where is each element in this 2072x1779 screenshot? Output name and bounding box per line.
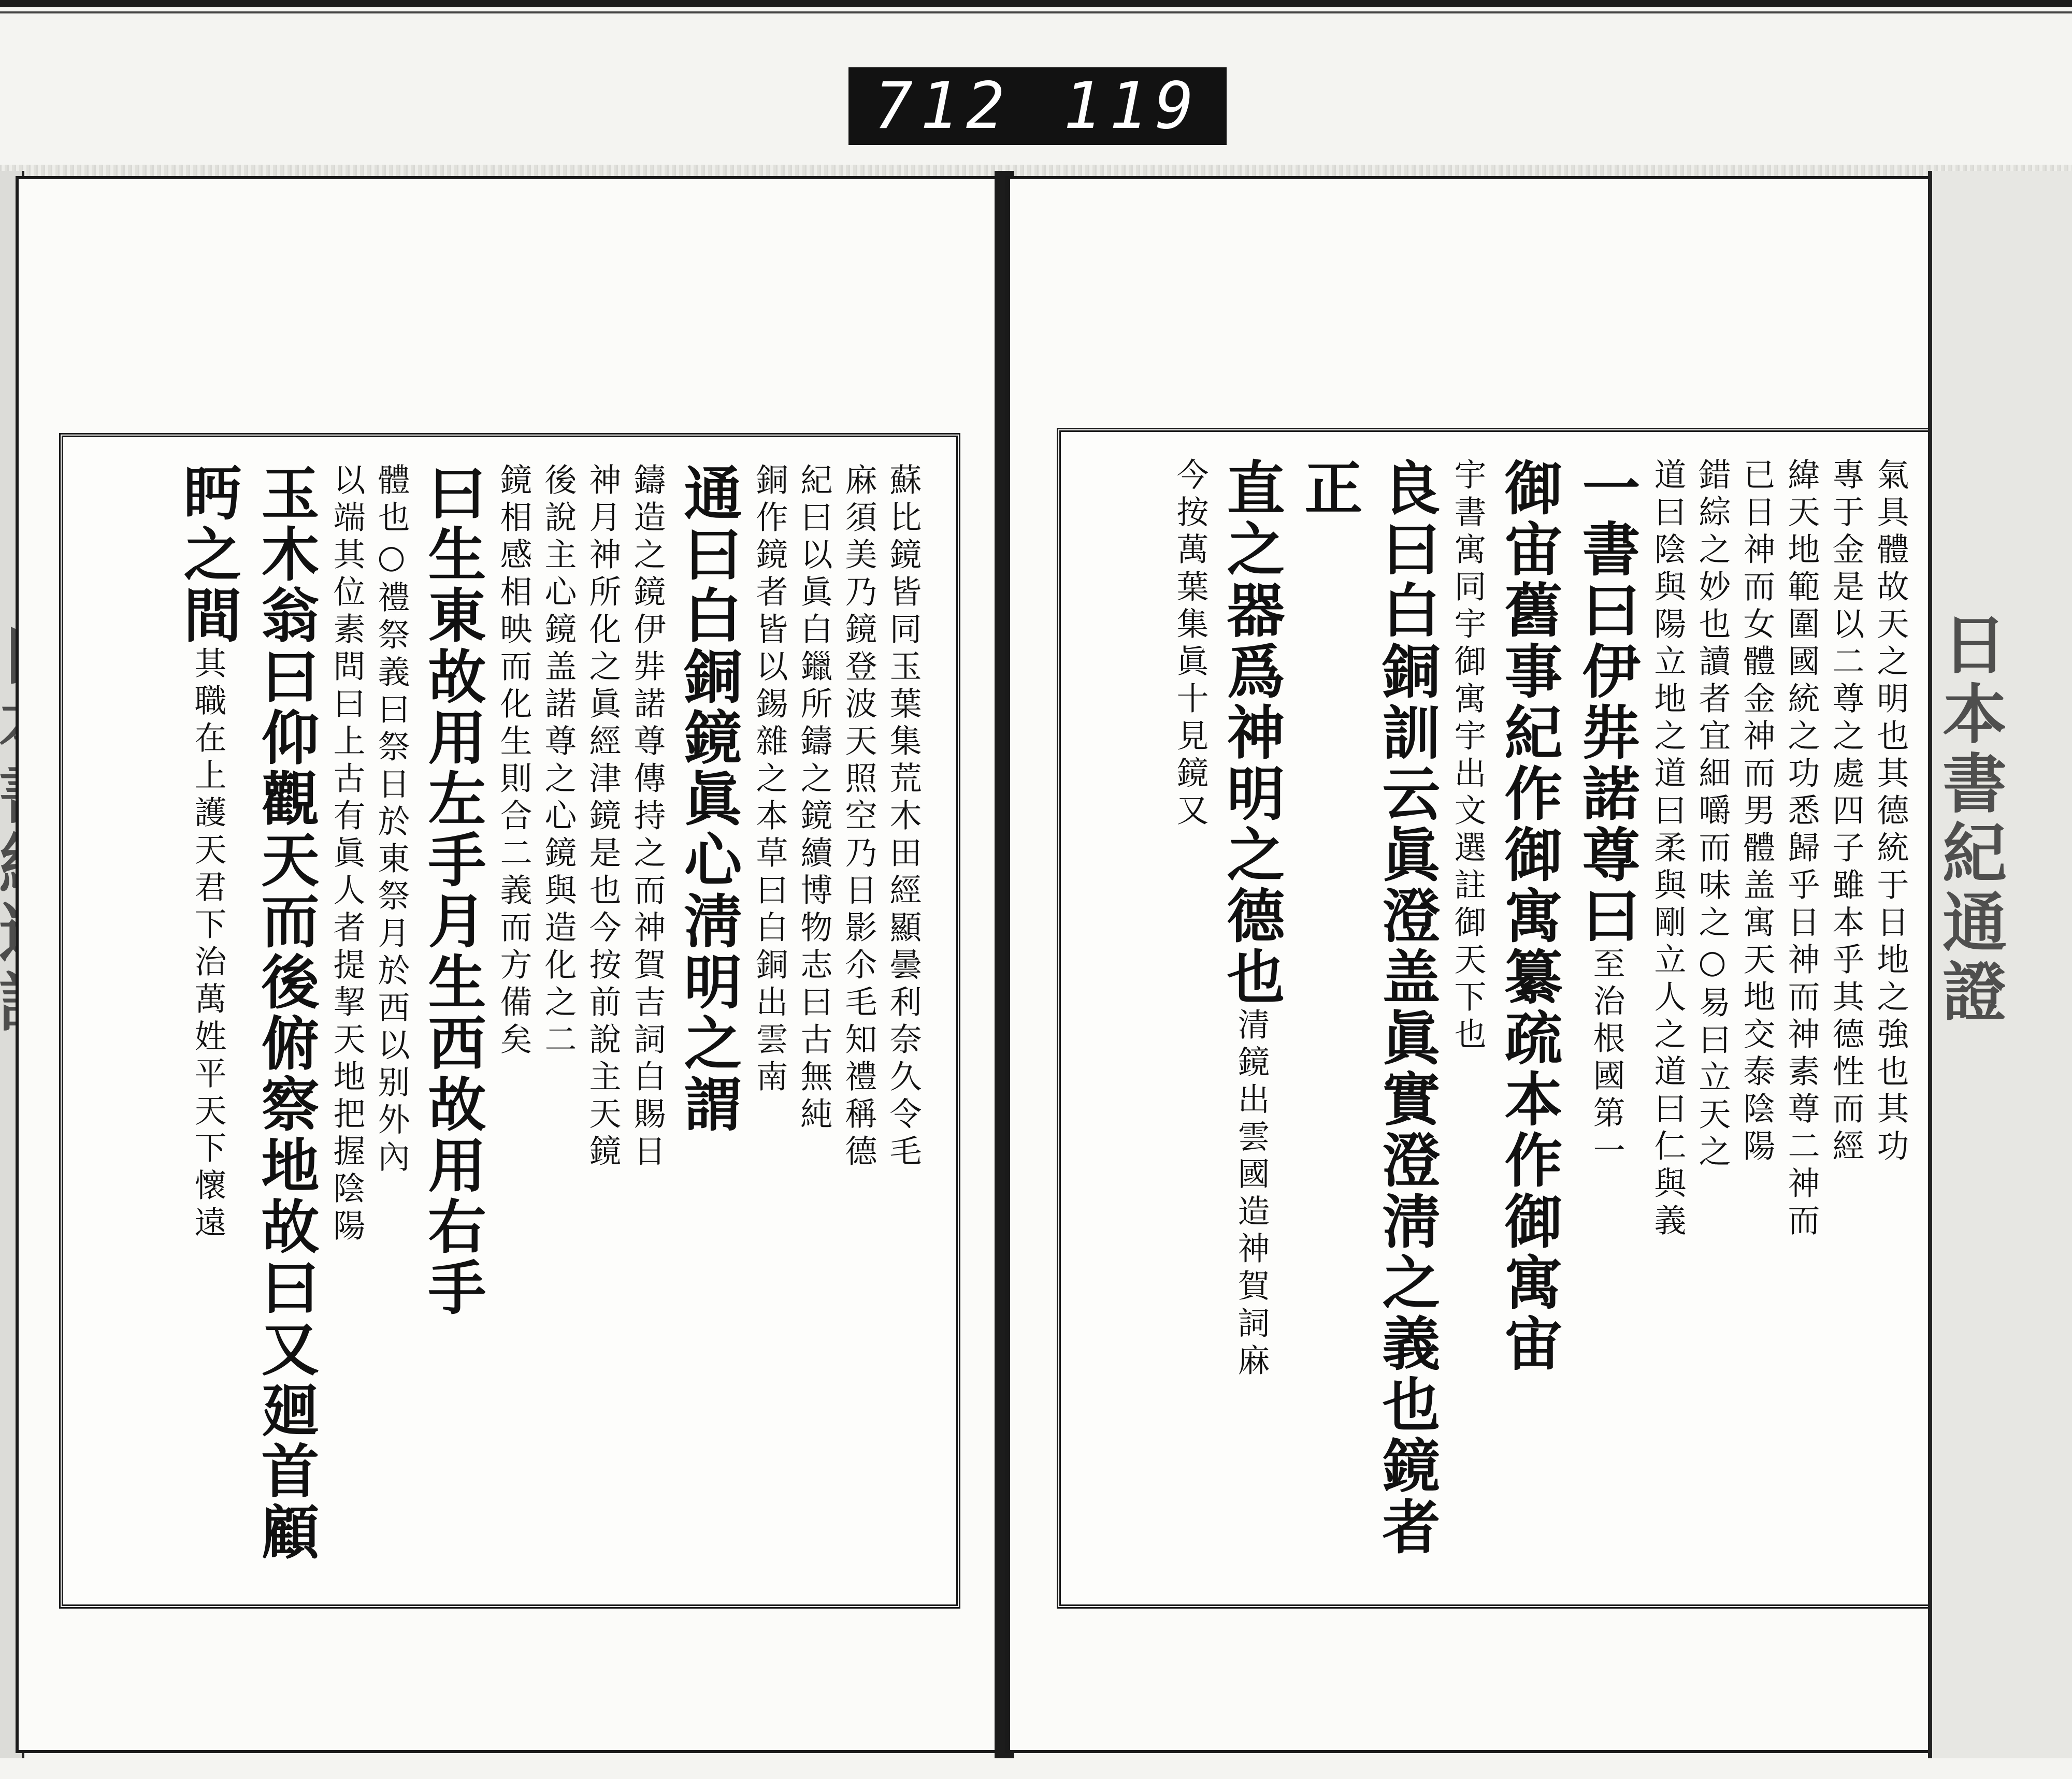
left-text-columns — [94, 463, 925, 1573]
right-text-column: 一書曰伊弉諾尊曰 — [1573, 458, 1641, 947]
left-text-column: 蘇比鏡皆同玉葉集荒木田經顯曇利奈久令毛 — [884, 463, 922, 1171]
left-text-column: 眄之間 — [174, 463, 242, 646]
right-text-column: 今按萬葉集眞十見鏡又 — [1171, 458, 1209, 831]
left-text-column: 紀曰以眞白鑞所鑄之鏡續博物志曰古無純 — [795, 463, 833, 1134]
right-headnote: 至治根國第一 — [1588, 947, 1625, 1170]
left-text-column: 曰生東故用左手月生西故用右手 — [419, 463, 486, 1319]
right-text-frame — [1057, 428, 1948, 1609]
right-text-column: 氣具體故天之明也其德統于日地之強也其功 — [1872, 458, 1909, 1166]
archive-label-left: 712 — [874, 69, 1012, 143]
right-text-column: 專于金是以二尊之處四子雖本乎其德性而經 — [1827, 458, 1865, 1166]
right-text-column: 御天下也 — [1449, 905, 1487, 1054]
right-text-columns — [1092, 458, 1912, 1573]
right-text-column: 錯綜之妙也讀者宜細嚼而味之○易曰立天之 — [1693, 458, 1731, 1172]
left-text-column: 麻須美乃鏡登波天照空乃日影尒毛知禮稱德 — [840, 463, 877, 1171]
right-aside-note: 宇書寓同宇御寓宇 — [1449, 458, 1487, 756]
right-page-edge — [1928, 171, 2072, 1758]
left-page — [16, 176, 1008, 1753]
right-text-column: 直之器爲神明之德也 — [1217, 458, 1285, 1008]
left-text-column: 通曰白銅鏡眞心淸明之謂 — [674, 463, 742, 1135]
right-page — [1005, 176, 1940, 1753]
right-text-column: 清鏡出雲國造神賀詞麻 — [1232, 1008, 1270, 1381]
archive-label-right: 119 — [1063, 69, 1201, 143]
right-text-column: 緯天地範圍國統之功悉歸乎日神而神素尊二神而 — [1782, 458, 1820, 1241]
left-text-column: 體也○禮祭義曰祭日於東祭月於西以别外內 — [372, 463, 410, 1177]
right-text-column: 良曰白銅訓云眞澄盖眞實澄淸之義也鏡者正 — [1295, 458, 1441, 1558]
scan-top-rule-thin — [0, 11, 2072, 13]
archive-label — [848, 67, 1227, 145]
left-text-column: 銅作鏡者皆以錫雜之本草曰白銅出雲南 — [751, 463, 788, 1097]
right-text-column: 出文選註 — [1449, 756, 1487, 905]
right-edge-title: 日本書紀通證 — [1932, 611, 2007, 1028]
left-text-column: 陰陽 — [328, 1171, 366, 1246]
right-text-column: 與義 — [1649, 1166, 1687, 1241]
right-text-column: 道曰陰與陽立地之道曰柔與剛立人之道曰仁 — [1649, 458, 1687, 1166]
left-text-column: 神月神所化之眞經津鏡是也今按前說主天鏡 — [584, 463, 622, 1171]
left-text-column: 鏡相感相映而化生則合二義而方備矣 — [495, 463, 533, 1060]
left-text-column: 以端其位素問曰上古有眞人者提挈天地把握 — [328, 463, 366, 1171]
left-text-column: 玉木翁曰仰觀天而後俯察地故曰又廻首顧 — [252, 463, 320, 1563]
left-text-column: 其職在上護天君下治萬姓平天下懷遠 — [189, 646, 227, 1243]
right-text-column: 已日神而女體金神而男體盖寓天地交泰陰陽 — [1738, 458, 1776, 1166]
scan-top-rule — [0, 0, 2072, 7]
right-text-column: 御宙舊事紀作御寓纂疏本作御寓宙 — [1495, 458, 1563, 1375]
left-text-column: 鑄造之鏡伊弉諾尊傳持之而神賀吉詞白賜日 — [628, 463, 666, 1171]
left-text-column: 後說主心鏡盖諾尊之心鏡與造化之二 — [539, 463, 577, 1060]
left-text-frame — [59, 433, 960, 1609]
